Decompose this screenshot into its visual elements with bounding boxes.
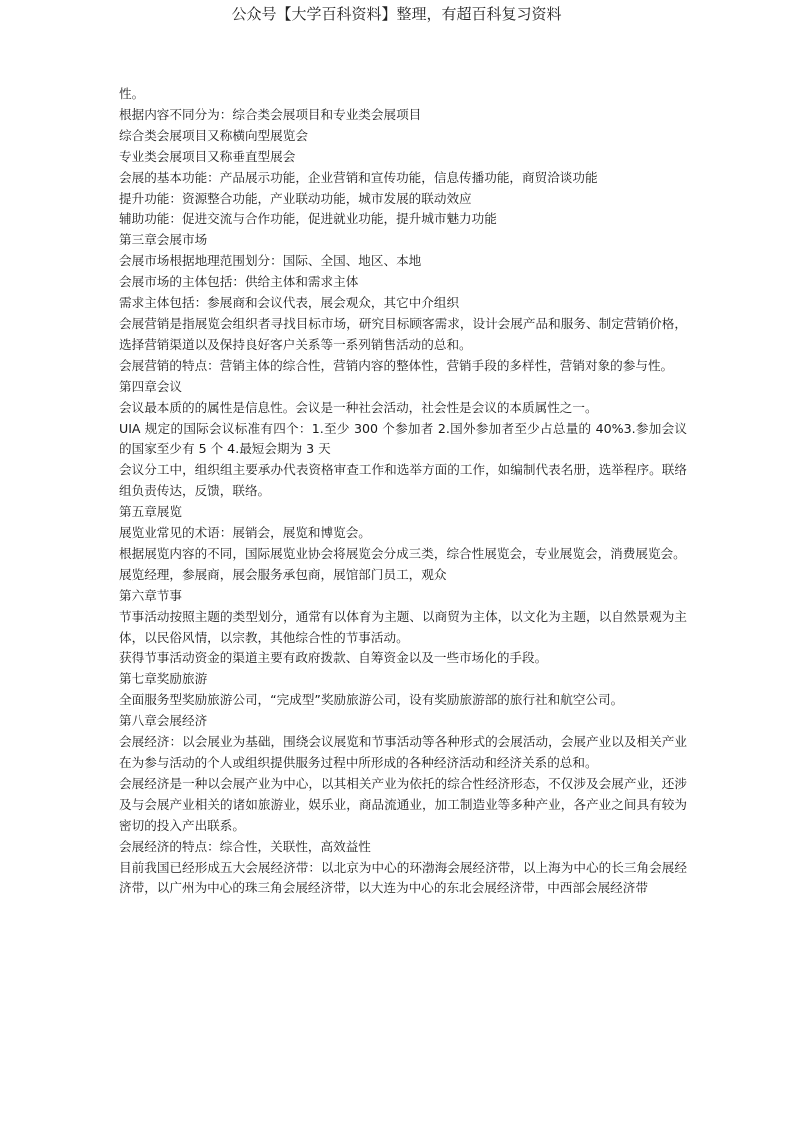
text-line: 会议最本质的的属性是信息性。会议是一种社会活动，社会性是会议的本质属性之一。 xyxy=(119,399,598,415)
chapter-heading: 第五章展览 xyxy=(119,504,182,520)
text-paragraph: 会展经济：以会展业为基础，围绕会议展览和节事活动等各种形式的会展活动，会展产业以及相关产业在为参与活动的个人或组织提供服务过程中所形成的各种经济活动和经济关系的总和。 xyxy=(119,734,687,770)
text-line: 会展市场的主体包括：供给主体和需求主体 xyxy=(119,274,359,290)
text-paragraph: 会展营销是指展览会组织者寻找目标市场，研究目标顾客需求，设计会展产品和服务、制定营销价格，选择营销渠道以及保持良好客户关系等一系列销售活动的总和。 xyxy=(119,315,687,352)
chapter-heading: 第四章会议 xyxy=(119,378,182,394)
text-line: 性。 xyxy=(119,86,145,101)
chapter-heading: 第六章节事 xyxy=(119,587,182,603)
text-line: 需求主体包括：参展商和会议代表，展会观众，其它中介组织 xyxy=(119,295,460,311)
text-line: 提升功能：资源整合功能，产业联动功能，城市发展的联动效应 xyxy=(119,190,472,206)
text-line: 会展市场根据地理范围划分：国际、全国、地区、本地 xyxy=(119,253,422,269)
text-line: 展览经理，参展商，展会服务承包商，展馆部门员工，观众 xyxy=(119,566,447,582)
document-body xyxy=(119,84,687,899)
text-line: 展览业常见的术语：展销会，展览和博览会。 xyxy=(119,525,371,541)
text-line: 辅助功能：促进交流与合作功能，促进就业功能，提升城市魅力功能 xyxy=(119,211,497,227)
chapter-heading: 第八章会展经济 xyxy=(119,713,208,729)
text-paragraph: 会议分工中，组织组主要承办代表资格审查工作和选举方面的工作，如编制代表名册，选举程序。联络组负责传达，反馈，联络。 xyxy=(119,462,687,499)
chapter-heading: 第七章奖励旅游 xyxy=(119,671,208,687)
text-line: 专业类会展项目又称垂直型展会 xyxy=(119,148,296,164)
text-line: 根据内容不同分为：综合类会展项目和专业类会展项目 xyxy=(119,106,422,122)
text-paragraph: 会展营销的特点：营销主体的综合性，营销内容的整体性，营销手段的多样性，营销对象的参与性。 xyxy=(119,357,674,373)
text-line: 会展的基本功能：产品展示功能，企业营销和宣传功能，信息传播功能，商贸洽谈功能 xyxy=(119,169,598,185)
text-paragraph: 根据展览内容的不同，国际展览业协会将展览会分成三类，综合性展览会，专业展览会，消费展览会。 xyxy=(119,545,686,561)
text-paragraph: 目前我国已经形成五大会展经济带：以北京为中心的环渤海会展经济带，以上海为中心的长三角会展经济带，以广州为中心的珠三角会展经济带，以大连为中心的东北会展经济带，中西部会展经济带 xyxy=(119,859,687,896)
chapter-heading: 第三章会展市场 xyxy=(119,232,208,248)
page-header: 公众号【大学百科资料】整理，有超百科复习资料 xyxy=(231,5,562,23)
text-paragraph: UIA 规定的国际会议标准有四个：1.至少 300 个参加者 2.国外参加者至少占总量的 40%3.参加会议的国家至少有 5 个 4.最短会期为 3 天 xyxy=(119,420,687,457)
text-paragraph: 会展经济是一种以会展产业为中心，以其相关产业为依托的综合性经济形态，不仅涉及会展产业，还涉及与会展产业相关的诸如旅游业，娱乐业，商品流通业，加工制造业等多种产业，各产业之间具有较为密切的投入产出联系。 xyxy=(119,775,687,833)
text-paragraph: 节事活动按照主题的类型划分，通常有以体育为主题、以商贸为主体，以文化为主题，以自然景观为主体，以民俗风情，以宗教，其他综合性的节事活动。 xyxy=(119,608,687,645)
text-line: 综合类会展项目又称横向型展览会 xyxy=(119,127,308,143)
text-line: 获得节事活动资金的渠道主要有政府拨款、自筹资金以及一些市场化的手段。 xyxy=(119,650,548,666)
text-line: 全面服务型奖励旅游公司，“完成型”奖励旅游公司，设有奖励旅游部的旅行社和航空公司。 xyxy=(119,692,624,708)
text-line: 会展经济的特点：综合性，关联性，高效益性 xyxy=(119,838,371,854)
